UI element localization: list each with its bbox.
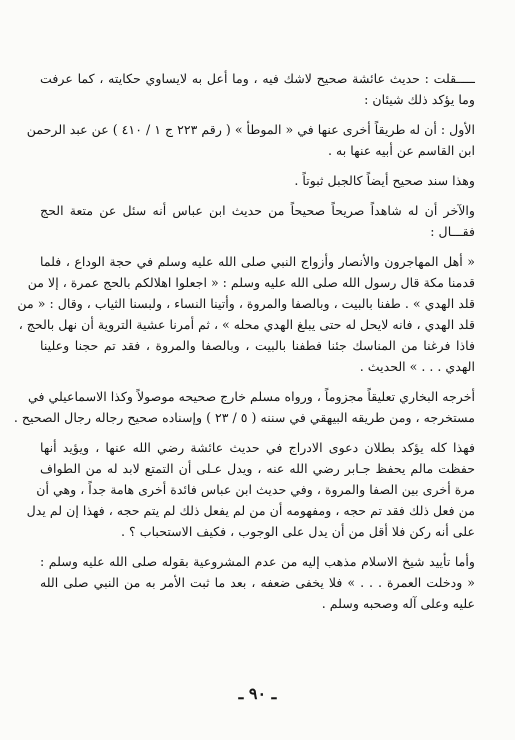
text-line: قلد الهدي ، فانه لايحل له حتى يبلغ الهدي محله » ، ثم أمرنا عشية التروية أن نهل بالحج ، bbox=[18, 317, 475, 332]
text-line: قلد الهدي » . طفنا بالبيت ، وبالصفا والمروة ، وأتينا النساء ، ولبسنا الثياب ، وقال : « من bbox=[17, 296, 475, 311]
paragraph-hadith-quote bbox=[17, 251, 475, 377]
text-line: ابن القاسم عن أبيه عنها به . bbox=[328, 143, 475, 158]
paragraph-sanad bbox=[40, 170, 475, 191]
text-line: مستخرجه ، ومن طريقه البيهقي في سننه ( ٥ / ٢٣ ) وإسناده صحيح رجاله رجال الصحيح . bbox=[13, 410, 475, 425]
text-line: ـــــقلت : حديث عائشة صحيح لاشك فيه ، وما أعل به لايساوي حكايته ، كما عرفت bbox=[40, 71, 475, 86]
text-line: وما يؤكد ذلك شيئان : bbox=[364, 92, 475, 107]
paragraph-footnote bbox=[40, 551, 475, 614]
text-line: الهدي . . . » الحديث . bbox=[359, 359, 475, 374]
text-line: حفظت مالم يحفظ جـابر رضي الله عنه ، ويدل عـلى أن التمتع لابد له من الطواف bbox=[40, 461, 475, 476]
page-number: ـ ٩٠ ـ bbox=[238, 684, 277, 703]
text-line: عليه وعلى آله وصحبه وسلم . bbox=[321, 596, 475, 611]
paragraph-takhrij bbox=[13, 386, 475, 428]
paragraph-second-reason bbox=[40, 200, 475, 242]
text-line: مرة أخرى بين الصفا والمروة ، وفي حديث ابن عباس فائدة أخرى هامة جداً ، وهي أن bbox=[36, 482, 475, 497]
text-line: فهذا كله يؤكد بطلان دعوى الادراج في حديث عائشة رضي الله عنها ، ويؤيد أنها bbox=[40, 440, 475, 455]
text-line: قدمنا مكة قال رسول الله صلى الله عليه وسلم : « اجعلوا اهلالكم بالحج عمرة ، إلا من bbox=[27, 275, 475, 290]
paragraph-first-reason bbox=[26, 119, 475, 161]
text-line: من فعل ذلك فقد تم حجه ، ومفهومه أن من لم يفعل ذلك لم يتم حجه ، فهذا إن لم يدل bbox=[26, 503, 475, 518]
paragraph-intro bbox=[40, 68, 475, 110]
text-line: أخرجه البخاري تعليقاً مجزوماً ، ورواه مسلم خارج صحيحه موصولاً وكذا الاسماعيلي في bbox=[27, 389, 475, 404]
text-line: « ودخلت العمرة . . . » فلا يخفى ضعفه ، بعد ما ثبت الأمر به من النبي صلى الله bbox=[40, 575, 475, 590]
text-line: على أنه ركن فلا أقل من أن يدل على الوجوب ، فكيف الاستحباب ؟ . bbox=[121, 524, 475, 539]
paragraph-conclusion bbox=[26, 437, 475, 542]
text-line: وأما تأييد شيخ الاسلام مذهب إليه من عدم المشروعية بقوله صلى الله عليه وسلم : bbox=[40, 554, 475, 569]
text-line: والآخر أن له شاهداً صريحاً صحيحاً من حديث ابن عباس أنه سئل عن متعة الحج bbox=[40, 203, 475, 218]
text-line: فاذا فرغنا من المناسك جئنا فطفنا بالبيت ، وبالصفا والمروة ، فقد تم حجنا وعلينا bbox=[40, 338, 475, 353]
text-line: الأول : أن له طريقاً أخرى عنها في « الموطأ » ( رقم ٢٢٣ ج ١ / ٤١٠ ) عن عبد الرحمن bbox=[26, 122, 475, 137]
text-line: وهذا سند صحيح أيضاً كالجبل ثبوتاً . bbox=[294, 173, 475, 188]
text-line: فقـــال : bbox=[430, 224, 475, 239]
text-line: « أهل المهاجرون والأنصار وأزواج النبي صلى الله عليه وسلم في حجة الوداع ، فلما bbox=[40, 254, 475, 269]
